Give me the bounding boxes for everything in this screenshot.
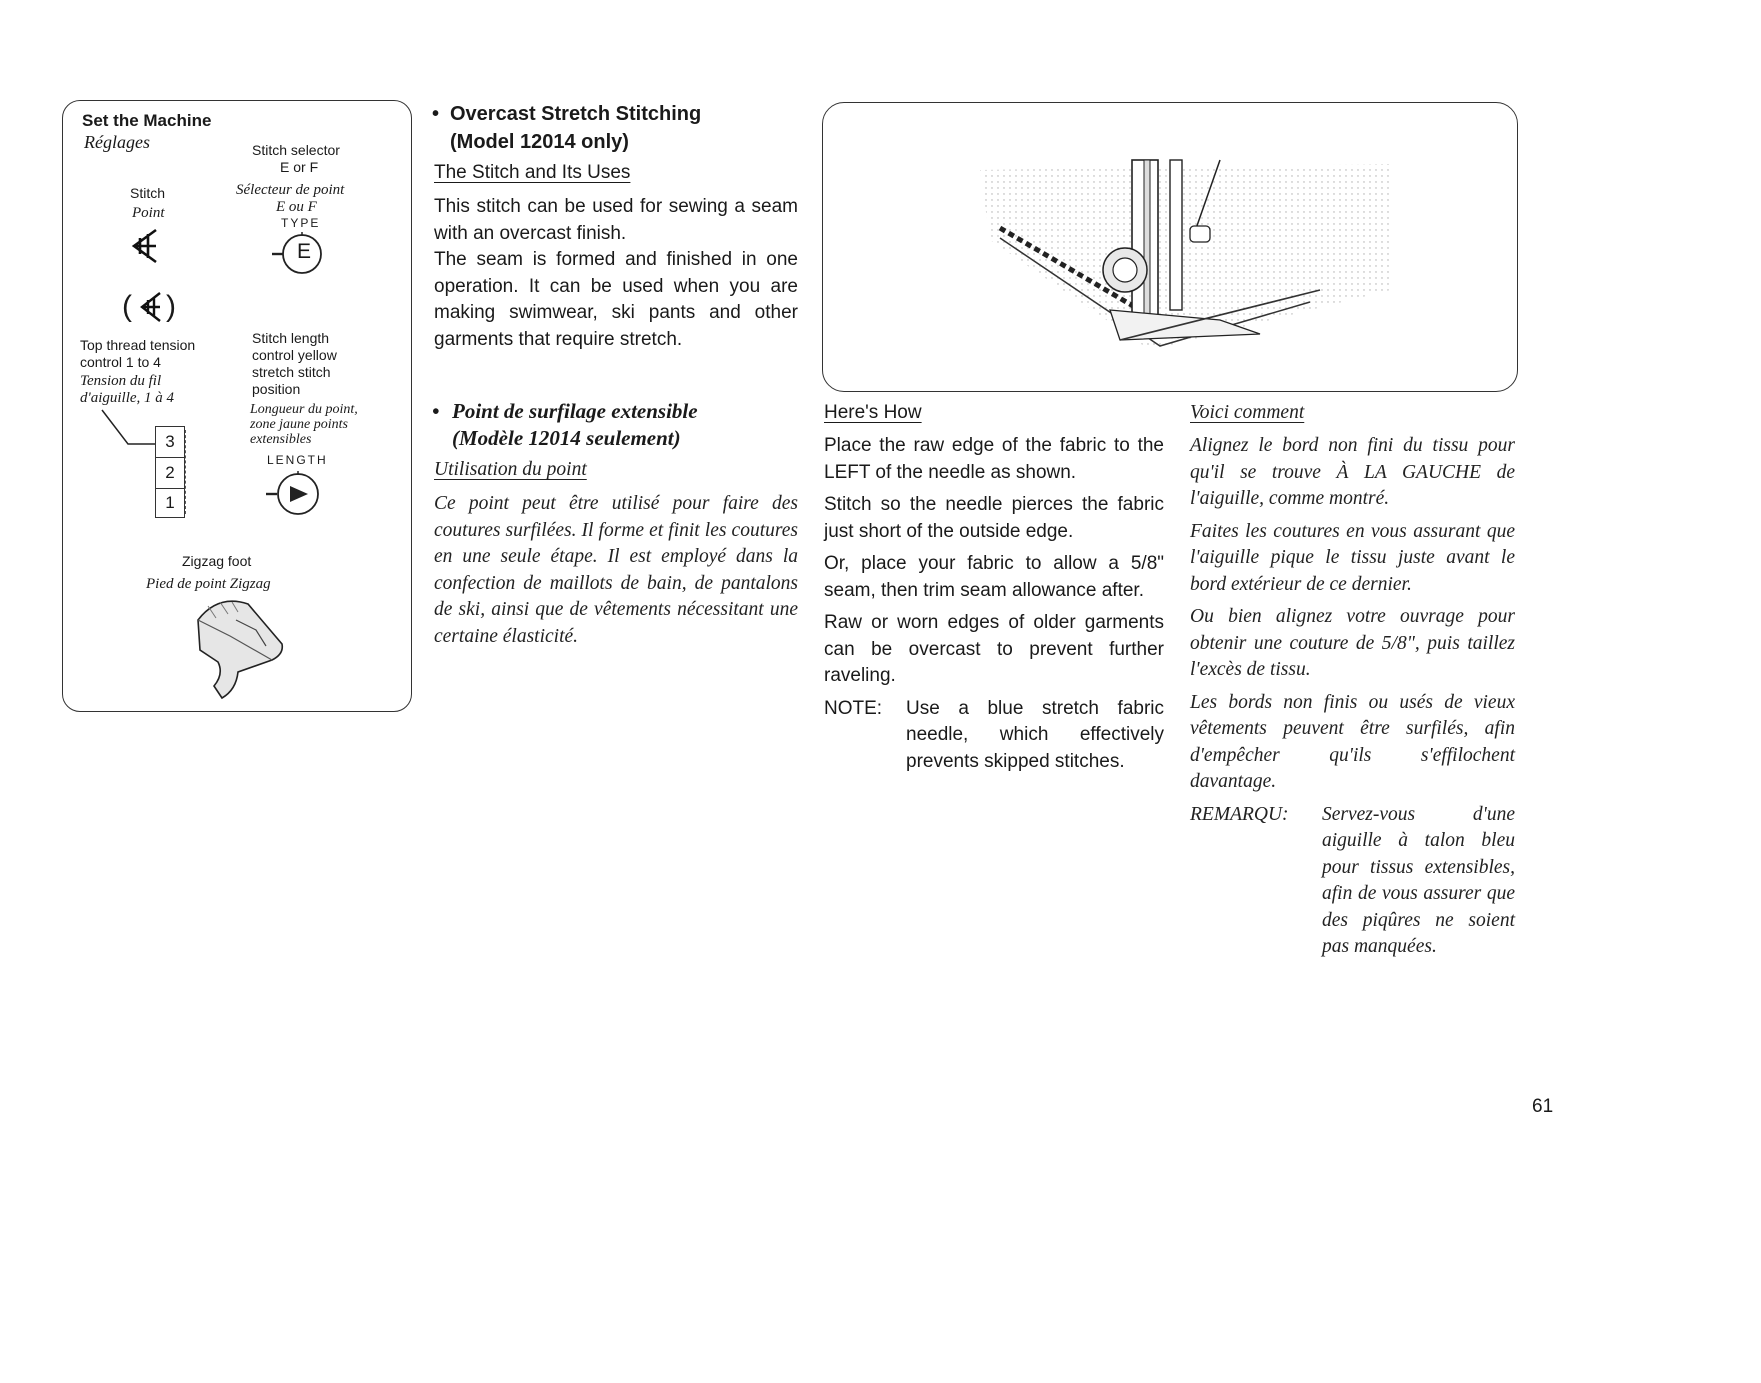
tension-scale-3: 3 [156, 427, 184, 458]
fr-how-p4: Les bords non finis ou usés de vieux vêtements peuvent être surfilés, afin d'empêcher qu'ils s'effilochent davantage. [1190, 691, 1515, 792]
en-heading-line2: (Model 12014 only) [450, 131, 629, 153]
fr-note-label: REMARQU: [1190, 803, 1289, 825]
tension-label: Top thread tension control 1 to 4 [80, 337, 196, 370]
fr-note-text: Servez-vous d'une aiguille à talon bleu pour tissus extensibles, afin de vous assurer que des piqûres ne soient pas manquées. [1322, 803, 1515, 957]
selector-value-fr: E ou F [276, 199, 317, 215]
fr-how-p3: Ou bien alignez votre ouvrage pour obtenir une couture de 5/8", puis taillez l'excès de tissu. [1190, 606, 1515, 680]
needle-and-fabric-illustration [960, 150, 1400, 360]
length-dial-label: LENGTH [267, 453, 328, 467]
selector-label: Stitch selector [252, 142, 340, 158]
settings-title: Set the Machine [82, 111, 212, 130]
en-uses-title: The Stitch and Its Uses [434, 162, 631, 183]
settings-title-fr: Réglages [84, 132, 150, 152]
fr-how-p2: Faites les coutures en vous assurant que l'aiguille pique le tissu juste avant le bord extérieur de ce dernier. [1190, 520, 1515, 595]
fr-bullet: • [432, 399, 440, 423]
selector-label-fr: Sélecteur de point [236, 182, 345, 198]
en-how-p2: Stitch so the needle pierces the fabric just short of the outside edge. [824, 494, 1164, 542]
type-dial-value: E [296, 240, 311, 263]
fr-note [1190, 802, 1515, 961]
tension-scale-1: 1 [165, 493, 175, 512]
en-note [824, 696, 1164, 776]
en-how-p1: Place the raw edge of the fabric to the LEFT of the needle as shown. [824, 435, 1164, 483]
en-how-p3: Or, place your fabric to allow a 5/8" seam, then trim seam allowance after. [824, 553, 1164, 601]
type-dial-icon [250, 230, 330, 276]
en-how-title: Here's How [824, 402, 922, 423]
overcast-stitch-icon [128, 226, 162, 266]
fr-uses-p1: Ce point peut être utilisé pour faire des coutures surfilées. Il forme et finit les coutures en une seule étape. Il est employé dans la confection de maillots de bain, de pantalons de ski, ainsi que de vêtements nécessitant une certaine élasticité. [434, 493, 798, 647]
fr-heading-line1: Point de surfilage extensible [452, 399, 698, 423]
foot-label: Zigzag foot [182, 553, 252, 569]
tension-dial-scale [155, 426, 185, 518]
fr-how-title: Voici comment [1190, 402, 1305, 423]
en-note-text: Use a blue stretch fabric needle, which effectively prevents skipped stitches. [906, 697, 1164, 772]
en-note-label: NOTE: [824, 697, 883, 719]
fr-how-text [1190, 433, 1515, 961]
en-uses-p1: This stitch can be used for sewing a seam with an overcast finish. [434, 196, 798, 244]
en-bullet: • [432, 103, 440, 125]
overcast-stitch-small-icon [138, 290, 164, 324]
en-how-p4: Raw or worn edges of older garments can be overcast to prevent further raveling. [824, 612, 1164, 686]
zigzag-foot-icon [178, 590, 298, 702]
selector-value: E or F [280, 159, 319, 175]
length-dial-icon [250, 468, 330, 518]
length-label: Stitch length control yellow stretch stitch position [252, 330, 337, 397]
en-heading-line1: Overcast Stretch Stitching [450, 103, 702, 125]
type-dial-label: TYPE [281, 216, 321, 230]
stitch-label-fr: Point [132, 205, 165, 221]
stitch-label: Stitch [130, 185, 166, 201]
fr-heading-line2: (Modèle 12014 seulement) [452, 426, 681, 450]
tension-scale-ticks [185, 430, 192, 514]
foot-label-fr: Pied de point Zigzag [146, 576, 271, 592]
en-uses-p2: The seam is formed and finished in one operation. It can be used when you are making swimwear, ski pants and other garments that require stretch. [434, 249, 798, 350]
tension-scale-2: 2 [156, 458, 184, 489]
stitch-icon-paren-left: ( [122, 290, 132, 323]
length-label-fr: Longueur du point, zone jaune points extensibles [250, 402, 358, 447]
page-number: 61 [1532, 1096, 1554, 1117]
en-how-text [824, 433, 1164, 775]
tension-label-fr: Tension du fil d'aiguille, 1 à 4 [80, 373, 175, 406]
fr-uses-title: Utilisation du point [434, 459, 587, 480]
en-uses-text [434, 194, 798, 353]
fr-how-p1: Alignez le bord non fini du tissu pour qu'il se trouve À LA GAUCHE de l'aiguille, comme montré. [1190, 435, 1515, 509]
stitch-icon-paren-right: ) [166, 290, 176, 323]
tension-pointer-line [100, 408, 160, 448]
